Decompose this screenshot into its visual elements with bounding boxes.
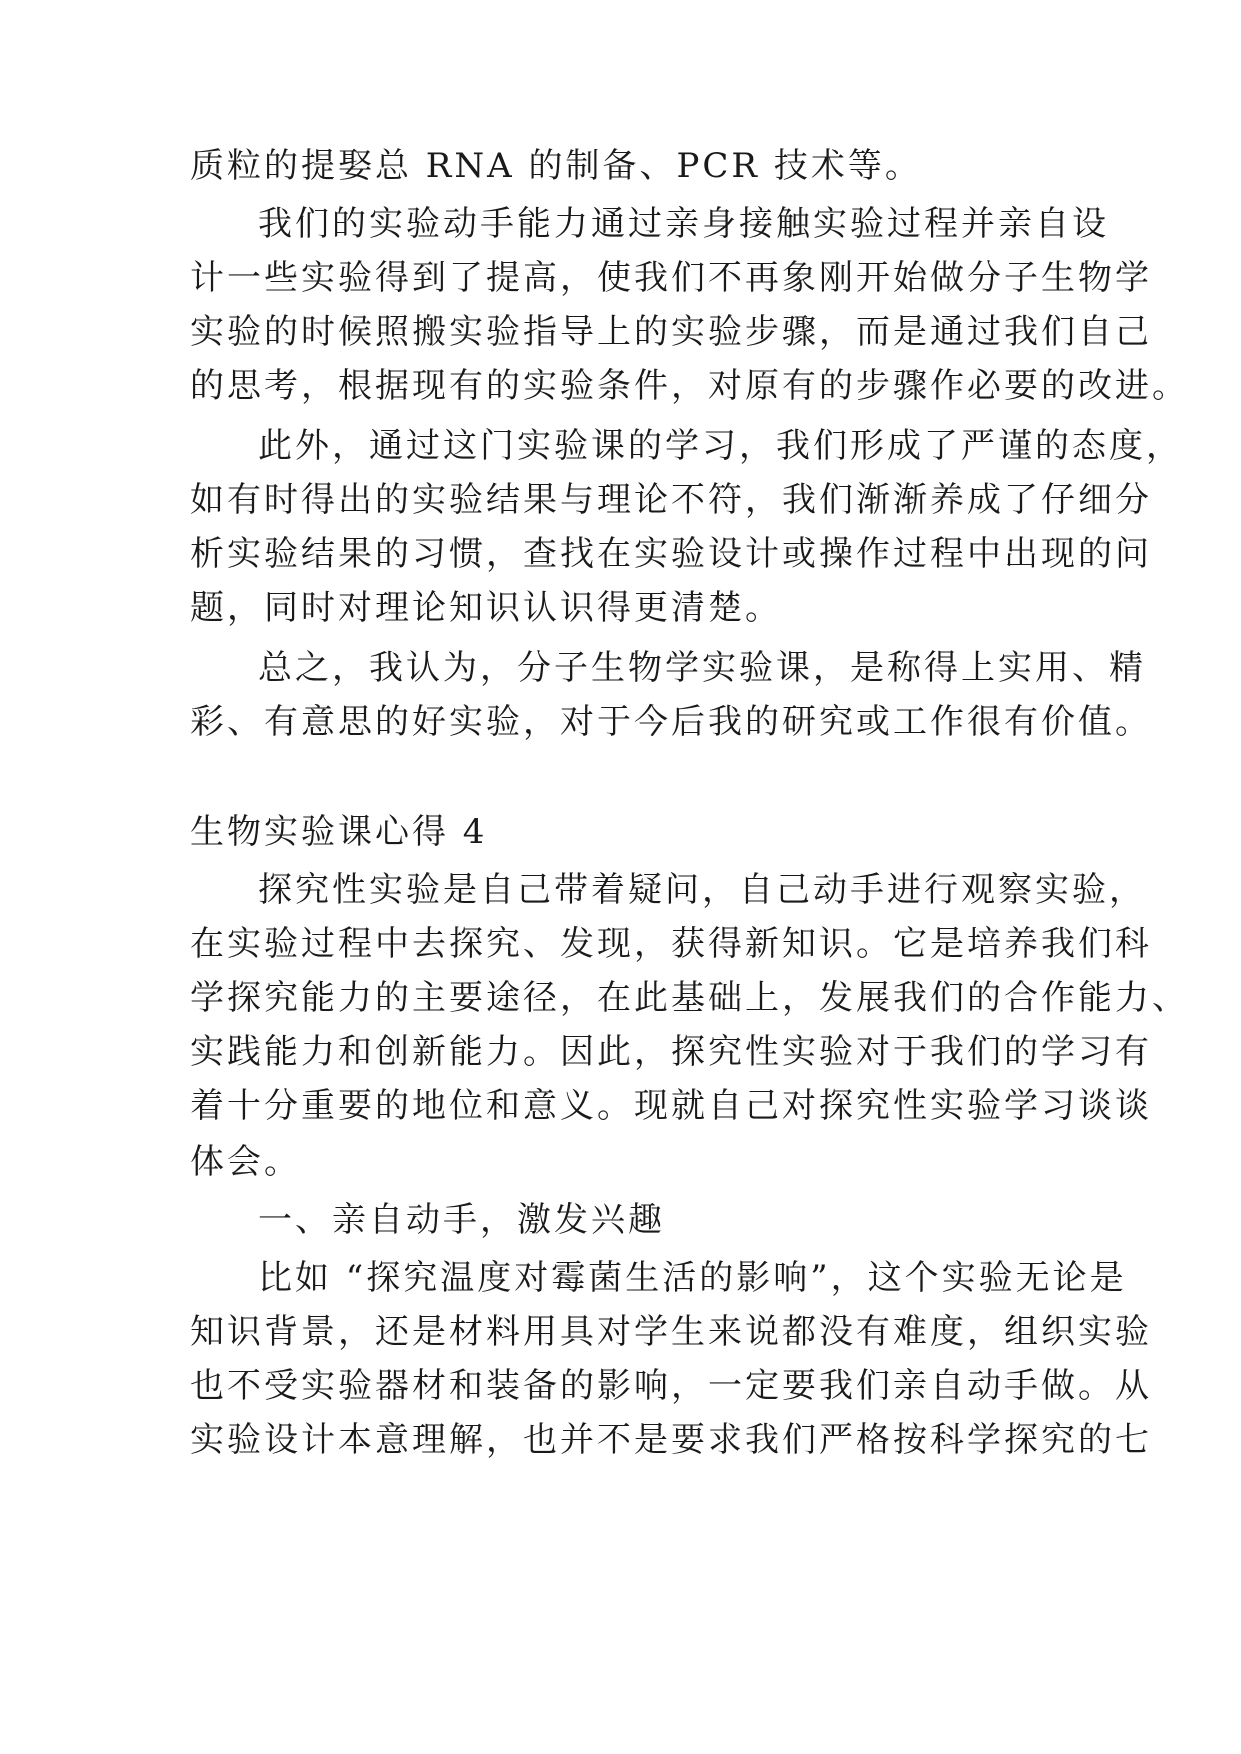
paragraph-line: 析实验结果的习惯，查找在实验设计或操作过程中出现的问 bbox=[190, 534, 1152, 574]
paragraph-line: 实验的时候照搬实验指导上的实验步骤，而是通过我们自己 bbox=[190, 312, 1152, 352]
paragraph-line: 实践能力和创新能力。因此，探究性实验对于我们的学习有 bbox=[190, 1032, 1152, 1072]
paragraph-line: 学探究能力的主要途径，在此基础上，发展我们的合作能力、 bbox=[190, 978, 1189, 1018]
paragraph-line: 的思考，根据现有的实验条件，对原有的步骤作必要的改进。 bbox=[190, 366, 1189, 406]
paragraph-line: 总之，我认为，分子生物学实验课，是称得上实用、精 bbox=[258, 648, 1146, 688]
paragraph-line: 质粒的提娶总 RNA 的制备、PCR 技术等。 bbox=[190, 146, 922, 186]
paragraph-line: 在实验过程中去探究、发现，获得新知识。它是培养我们科 bbox=[190, 924, 1152, 964]
section-heading: 生物实验课心得 4 bbox=[190, 812, 488, 852]
paragraph-line: 比如 “探究温度对霉菌生活的影响”，这个实验无论是 bbox=[258, 1258, 1127, 1298]
paragraph-line: 题，同时对理论知识认识得更清楚。 bbox=[190, 588, 782, 628]
paragraph-line: 知识背景，还是材料用具对学生来说都没有难度，组织实验 bbox=[190, 1312, 1152, 1352]
paragraph-line: 如有时得出的实验结果与理论不符，我们渐渐养成了仔细分 bbox=[190, 480, 1152, 520]
paragraph-line: 我们的实验动手能力通过亲身接触实验过程并亲自设 bbox=[258, 204, 1109, 244]
paragraph-line: 体会。 bbox=[190, 1142, 301, 1182]
paragraph-line: 也不受实验器材和装备的影响，一定要我们亲自动手做。从 bbox=[190, 1366, 1152, 1406]
paragraph-line: 探究性实验是自己带着疑问，自己动手进行观察实验， bbox=[258, 870, 1146, 910]
paragraph-line: 计一些实验得到了提高，使我们不再象刚开始做分子生物学 bbox=[190, 258, 1152, 298]
paragraph-line: 此外，通过这门实验课的学习，我们形成了严谨的态度， bbox=[258, 426, 1183, 466]
subsection-heading: 一、亲自动手，激发兴趣 bbox=[258, 1200, 665, 1240]
paragraph-line: 着十分重要的地位和意义。现就自己对探究性实验学习谈谈 bbox=[190, 1086, 1152, 1126]
paragraph-line: 实验设计本意理解，也并不是要求我们严格按科学探究的七 bbox=[190, 1420, 1152, 1460]
paragraph-line: 彩、有意思的好实验，对于今后我的研究或工作很有价值。 bbox=[190, 702, 1152, 742]
